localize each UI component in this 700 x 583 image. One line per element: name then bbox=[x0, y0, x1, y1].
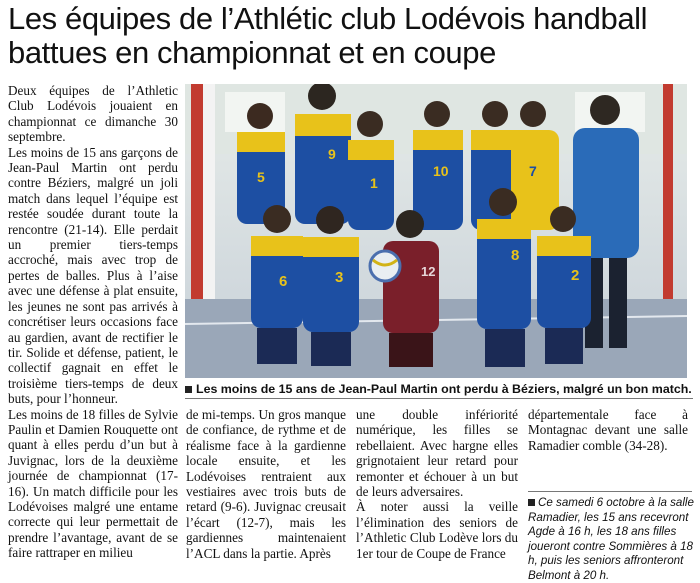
paragraph-u18-continued: de mi-temps. Un gros manque de confiance, de rythme et de réalisme face à la gardienne locale ensuite, et les Lodévoises rentraient aux vestiaires avec trois buts de retard (9-6). Juvignac creusait l’écart (12-7), mais les gardiennes maintenaient l’ACL dans la partie. Après bbox=[186, 407, 346, 561]
jersey-number: 5 bbox=[257, 169, 265, 185]
jersey-number: 2 bbox=[571, 267, 580, 284]
info-divider bbox=[528, 491, 692, 492]
caption-text: Les moins de 15 ans de Jean-Paul Martin ont perdu à Béziers, malgré un bon match. bbox=[196, 382, 692, 396]
team-photo-illustration bbox=[185, 84, 687, 378]
jersey-number: 3 bbox=[335, 269, 344, 286]
caption-bullet-icon bbox=[185, 386, 192, 393]
upcoming-matches-text: Ce samedi 6 octobre à la salle Ramadier, les 15 ans recevront Agde à 16 h, les 18 ans filles joueront contre Sommières à 18 h, puis les seniors affronteront Belmont à 20 h. bbox=[528, 496, 694, 582]
paragraph-seniors: À noter aussi la veille l’élimination des seniors de l’Athletic Club Lodève lors du 1er tour de Coupe de France bbox=[356, 499, 518, 561]
paragraph-u18: Les moins de 18 filles de Sylvie Paulin et Damien Rouquette ont quant à elles perdu d’un but à Juvignac, lors de la deuxième journée de championnat (17-16). Un match difficile pour les Lodévoises malgré une entame correcte qui leur permettait de prendre l’avantage, avant de se faire rattraper en milieu bbox=[8, 406, 178, 561]
jersey-number: 1 bbox=[370, 175, 378, 191]
jersey-number: 10 bbox=[433, 163, 449, 179]
article-column-3 bbox=[356, 407, 518, 561]
upcoming-matches-box bbox=[528, 496, 696, 583]
article-column-2 bbox=[186, 407, 346, 561]
jersey-number: 8 bbox=[511, 247, 520, 264]
caption-divider bbox=[185, 398, 693, 399]
paragraph-u18-end: une double infériorité numérique, les filles se rebellaient. Avec hargne elles grignotaient leur retard pour remonter et échouer à un but de leurs adversaires. bbox=[356, 407, 518, 500]
jersey-number: 6 bbox=[279, 273, 288, 290]
paragraph-u15: Les moins de 15 ans garçons de Jean-Paul Martin ont perdu contre Béziers, malgré un joli match dans lequel l’équipe est restée soudée durant toute la rencontre (21-14). Elle perdait un premier tiers-temps accroché, mais avec trop de pertes de balles. Plus à l’aise avec une défense à plat ensuite, les jeunes ne sont pas arrivés à concrétiser leurs occasions face au gardien, avant de rectifier le tir. Solide et défense, patient, le collectif gagnait en effet le troisième tiers-temps de deux buts, pour l’honneur. bbox=[8, 144, 178, 407]
intro-paragraph: Deux équipes de l’Athletic Club Lodévois jouaient en championnat ce dimanche 30 septembre. bbox=[8, 83, 178, 145]
jersey-number: 7 bbox=[529, 163, 537, 179]
jersey-number: 12 bbox=[421, 264, 436, 279]
article-column-1 bbox=[8, 83, 178, 561]
article-column-4 bbox=[528, 407, 688, 453]
photo-caption bbox=[185, 382, 693, 397]
paragraph-seniors-end: départementale face à Montagnac devant une salle Ramadier comble (34-28). bbox=[528, 407, 688, 453]
jersey-number: 9 bbox=[328, 146, 336, 162]
info-bullet-icon bbox=[528, 499, 535, 506]
headline: Les équipes de l’Athlétic club Lodévois handball battues en championnat et en coupe bbox=[8, 1, 648, 70]
team-photo bbox=[185, 84, 687, 378]
